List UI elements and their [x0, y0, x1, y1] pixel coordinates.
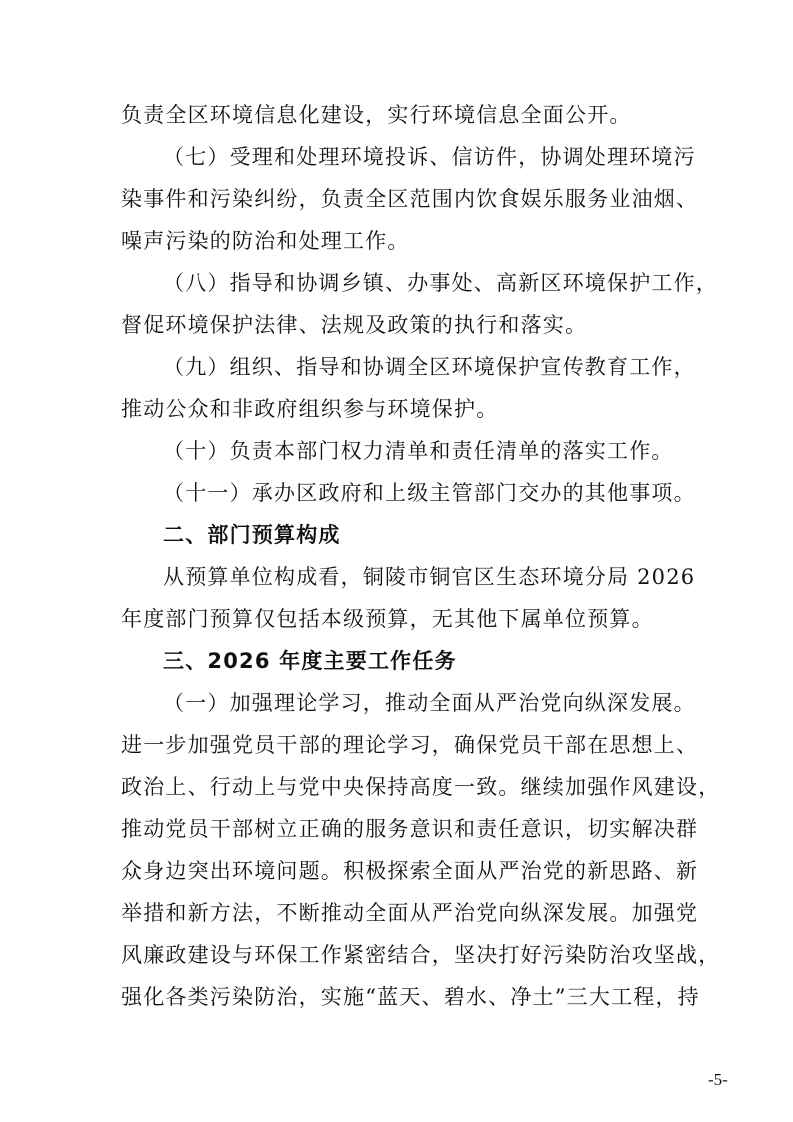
text-line: 从预算单位构成看，铜陵市铜官区生态环境分局 2026: [163, 565, 696, 589]
text-line: 强化各类污染防治，实施“蓝天、碧水、净土”三大工程，持: [121, 985, 700, 1009]
page-number: -5-: [708, 1070, 728, 1089]
text-line: 噪声污染的防治和处理工作。: [121, 229, 410, 253]
section-heading-2: 二、部门预算构成: [163, 523, 341, 547]
text-line: 推动公众和非政府组织参与环境保护。: [121, 397, 499, 421]
paragraph-item-10: （十）负责本部门权力清单和责任清单的落实工作。: [163, 439, 674, 463]
text-line: 政治上、行动上与党中央保持高度一致。继续加强作风建设，: [121, 775, 721, 799]
text-line: 风廉政建设与环保工作紧密结合，坚决打好污染防治攻坚战，: [121, 943, 721, 967]
paragraph-item-1: （一）加强理论学习，推动全面从严治党向纵深发展。: [163, 691, 696, 715]
text-line: 染事件和污染纠纷，负责全区范围内饮食娱乐服务业油烟、: [121, 187, 699, 211]
paragraph-item-11: （十一）承办区政府和上级主管部门交办的其他事项。: [163, 481, 696, 505]
text-line: 进一步加强党员干部的理论学习，确保党员干部在思想上、: [121, 733, 699, 757]
text-line: 督促环境保护法律、法规及政策的执行和落实。: [121, 313, 588, 337]
text-line: 推动党员干部树立正确的服务意识和责任意识，切实解决群: [121, 817, 699, 841]
text-line: 负责全区环境信息化建设，实行环境信息全面公开。: [121, 103, 632, 127]
section-heading-3: 三、2026 年度主要工作任务: [163, 649, 457, 673]
paragraph-item-8: （八）指导和协调乡镇、办事处、高新区环境保护工作，: [163, 271, 718, 295]
paragraph-item-9: （九）组织、指导和协调全区环境保护宣传教育工作，: [163, 355, 696, 379]
text-line: 年度部门预算仅包括本级预算，无其他下属单位预算。: [121, 607, 654, 631]
paragraph-item-7: （七）受理和处理环境投诉、信访件，协调处理环境污: [163, 145, 696, 169]
text-line: 众身边突出环境问题。积极探索全面从严治党的新思路、新: [121, 859, 699, 883]
text-line: 举措和新方法，不断推动全面从严治党向纵深发展。加强党: [121, 901, 699, 925]
